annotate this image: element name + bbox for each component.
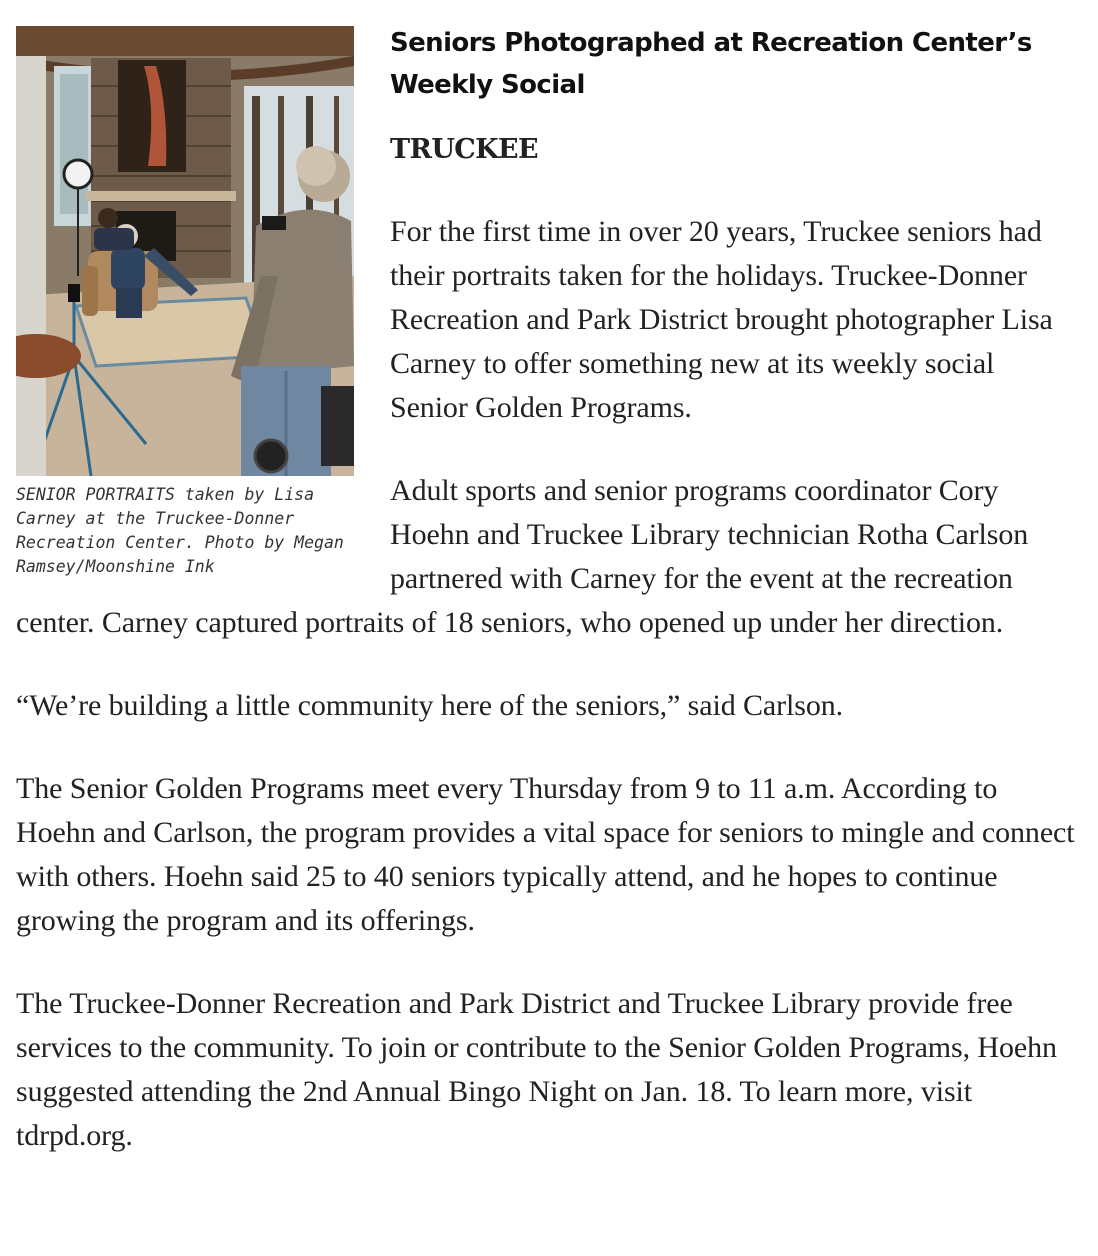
photo-figure xyxy=(16,22,354,579)
headline: Seniors Photographed at Recreation Center’s Weekly Social xyxy=(390,28,1032,100)
paragraph: The Truckee-Donner Recreation and Park District and Truckee Library provide free services to the community. To join or contribute to the Senior Golden Programs, Hoehn suggested attending the 2nd Annual Bingo Night on Jan. 18. To learn more, visit tdrpd.org. xyxy=(16,987,1057,1152)
paragraph: For the first time in over 20 years, Truckee seniors had their portraits taken for the holidays. Truckee-Donner Recreation and Park District brought photographer Lisa Carney to offer something new at its weekly social Senior Golden Programs. xyxy=(390,215,1053,424)
photo-caption: SENIOR PORTRAITS taken by Lisa Carney at the Truckee-Donner Recreation Center. Photo by Megan Ramsey/Moonshine Ink xyxy=(16,485,344,576)
senior-portraits-photo xyxy=(16,26,354,476)
paragraph: The Senior Golden Programs meet every Thursday from 9 to 11 a.m. According to Hoehn and Carlson, the program provides a vital space for seniors to mingle and connect with others. Hoehn said 25 to 40 seniors typically attend, and he hopes to continue growing the program and its offerings. xyxy=(16,772,1075,937)
article xyxy=(16,22,1076,1197)
dateline: TRUCKEE xyxy=(390,134,538,165)
paragraph: “We’re building a little community here of the seniors,” said Carlson. xyxy=(16,689,844,722)
paragraph: Adult sports and senior programs coordinator Cory Hoehn and Truckee Library technician Rotha Carlson partnered with Carney for the event at the recreation center. Carney captured portraits of 18 seniors, who opened up under her direction. xyxy=(16,474,1029,639)
